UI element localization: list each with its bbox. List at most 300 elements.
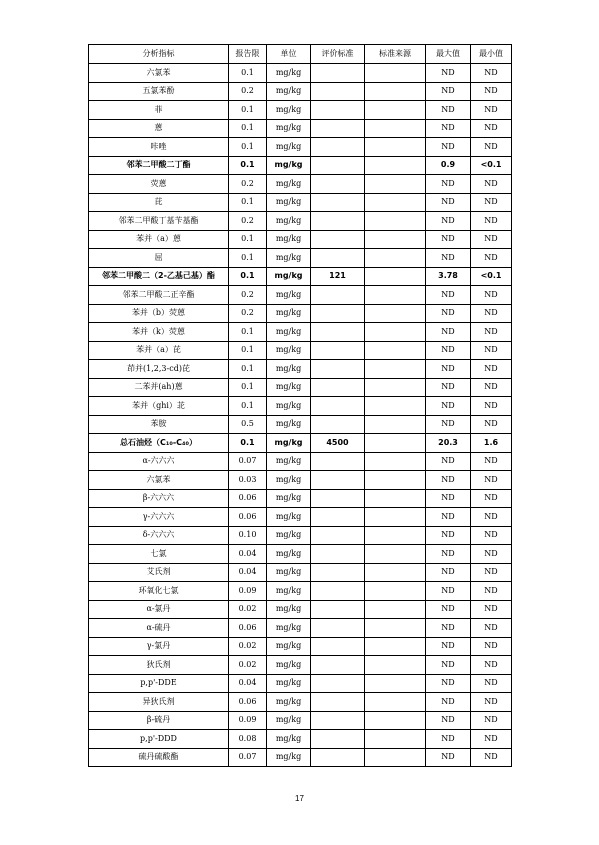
cell-min-value: ND (471, 656, 512, 675)
cell-standard-source (365, 397, 426, 416)
cell-unit: mg/kg (267, 434, 311, 453)
cell-min-value: ND (471, 193, 512, 212)
cell-min-value: ND (471, 101, 512, 120)
cell-report-limit: 0.1 (229, 119, 267, 138)
cell-report-limit: 0.06 (229, 693, 267, 712)
cell-min-value: ND (471, 341, 512, 360)
cell-unit: mg/kg (267, 286, 311, 305)
cell-standard-source (365, 545, 426, 564)
cell-standard-source (365, 138, 426, 157)
cell-max-value: 0.9 (426, 156, 471, 175)
cell-unit: mg/kg (267, 656, 311, 675)
cell-analysis-item: 芘 (89, 193, 229, 212)
cell-report-limit: 0.10 (229, 526, 267, 545)
cell-analysis-item: 五氯苯酚 (89, 82, 229, 101)
cell-evaluation-standard (311, 101, 365, 120)
table-row (89, 378, 512, 397)
cell-report-limit: 0.1 (229, 249, 267, 268)
cell-evaluation-standard (311, 341, 365, 360)
cell-max-value: ND (426, 101, 471, 120)
cell-min-value: ND (471, 471, 512, 490)
cell-report-limit: 0.07 (229, 748, 267, 767)
cell-standard-source (365, 286, 426, 305)
cell-report-limit: 0.04 (229, 674, 267, 693)
cell-report-limit: 0.02 (229, 656, 267, 675)
cell-max-value: ND (426, 119, 471, 138)
cell-unit: mg/kg (267, 230, 311, 249)
cell-min-value: <0.1 (471, 267, 512, 286)
cell-evaluation-standard (311, 600, 365, 619)
cell-min-value: ND (471, 526, 512, 545)
cell-max-value: ND (426, 397, 471, 416)
cell-analysis-item: γ-氯丹 (89, 637, 229, 656)
cell-max-value: ND (426, 730, 471, 749)
cell-evaluation-standard (311, 397, 365, 416)
cell-max-value: ND (426, 674, 471, 693)
cell-max-value: ND (426, 508, 471, 527)
header-report-limit: 报告限 (229, 45, 267, 64)
cell-report-limit: 0.2 (229, 175, 267, 194)
cell-standard-source (365, 267, 426, 286)
cell-report-limit: 0.1 (229, 156, 267, 175)
cell-evaluation-standard (311, 693, 365, 712)
cell-evaluation-standard (311, 304, 365, 323)
cell-report-limit: 0.2 (229, 212, 267, 231)
table-row (89, 193, 512, 212)
cell-max-value: ND (426, 600, 471, 619)
cell-analysis-item: 苯并（a）蒽 (89, 230, 229, 249)
cell-max-value: ND (426, 471, 471, 490)
cell-report-limit: 0.07 (229, 452, 267, 471)
cell-report-limit: 0.1 (229, 64, 267, 83)
cell-max-value: ND (426, 212, 471, 231)
cell-report-limit: 0.04 (229, 563, 267, 582)
cell-analysis-item: 邻苯二甲酸丁基苄基酯 (89, 212, 229, 231)
cell-unit: mg/kg (267, 360, 311, 379)
cell-unit: mg/kg (267, 748, 311, 767)
cell-min-value: ND (471, 415, 512, 434)
cell-max-value: ND (426, 286, 471, 305)
table-row (89, 415, 512, 434)
cell-analysis-item: 荧蒽 (89, 175, 229, 194)
cell-evaluation-standard (311, 119, 365, 138)
header-min-value: 最小值 (471, 45, 512, 64)
table-row (89, 230, 512, 249)
cell-max-value: ND (426, 415, 471, 434)
cell-evaluation-standard (311, 175, 365, 194)
cell-evaluation-standard (311, 619, 365, 638)
table-body (89, 64, 512, 767)
cell-standard-source (365, 582, 426, 601)
cell-min-value: ND (471, 175, 512, 194)
table-row (89, 360, 512, 379)
cell-analysis-item: 总石油烃（C₁₀-C₄₀） (89, 434, 229, 453)
cell-unit: mg/kg (267, 600, 311, 619)
table-row (89, 175, 512, 194)
cell-standard-source (365, 508, 426, 527)
cell-min-value: ND (471, 212, 512, 231)
cell-standard-source (365, 693, 426, 712)
cell-unit: mg/kg (267, 452, 311, 471)
cell-standard-source (365, 193, 426, 212)
cell-analysis-item: δ-六六六 (89, 526, 229, 545)
cell-report-limit: 0.1 (229, 434, 267, 453)
cell-report-limit: 0.1 (229, 138, 267, 157)
cell-evaluation-standard (311, 360, 365, 379)
cell-unit: mg/kg (267, 674, 311, 693)
table-header-row (89, 45, 512, 64)
cell-max-value: ND (426, 249, 471, 268)
cell-min-value: ND (471, 600, 512, 619)
cell-min-value: ND (471, 82, 512, 101)
table-row (89, 138, 512, 157)
cell-evaluation-standard (311, 545, 365, 564)
header-standard-source: 标准来源 (365, 45, 426, 64)
table-row (89, 545, 512, 564)
table-row (89, 323, 512, 342)
cell-min-value: ND (471, 748, 512, 767)
cell-unit: mg/kg (267, 508, 311, 527)
cell-standard-source (365, 656, 426, 675)
table-row (89, 82, 512, 101)
cell-min-value: <0.1 (471, 156, 512, 175)
cell-report-limit: 0.1 (229, 193, 267, 212)
cell-analysis-item: 硫丹硫酸酯 (89, 748, 229, 767)
cell-evaluation-standard (311, 637, 365, 656)
cell-report-limit: 0.09 (229, 582, 267, 601)
cell-evaluation-standard (311, 212, 365, 231)
cell-min-value: ND (471, 619, 512, 638)
cell-max-value: ND (426, 175, 471, 194)
cell-report-limit: 0.06 (229, 508, 267, 527)
table-row (89, 397, 512, 416)
cell-min-value: ND (471, 545, 512, 564)
cell-max-value: ND (426, 323, 471, 342)
table-row (89, 656, 512, 675)
cell-max-value: 3.78 (426, 267, 471, 286)
table-row (89, 212, 512, 231)
cell-max-value: ND (426, 637, 471, 656)
table-row (89, 249, 512, 268)
table-row (89, 600, 512, 619)
cell-report-limit: 0.1 (229, 267, 267, 286)
cell-min-value: ND (471, 323, 512, 342)
table-row (89, 563, 512, 582)
cell-evaluation-standard: 4500 (311, 434, 365, 453)
cell-report-limit: 0.2 (229, 304, 267, 323)
cell-analysis-item: 环氧化七氯 (89, 582, 229, 601)
cell-evaluation-standard (311, 415, 365, 434)
table-row (89, 526, 512, 545)
cell-unit: mg/kg (267, 563, 311, 582)
cell-evaluation-standard (311, 489, 365, 508)
cell-evaluation-standard (311, 711, 365, 730)
cell-max-value: ND (426, 582, 471, 601)
cell-standard-source (365, 711, 426, 730)
table-row (89, 508, 512, 527)
cell-max-value: 20.3 (426, 434, 471, 453)
cell-unit: mg/kg (267, 323, 311, 342)
cell-standard-source (365, 471, 426, 490)
cell-standard-source (365, 156, 426, 175)
cell-evaluation-standard (311, 193, 365, 212)
cell-analysis-item: 邻苯二甲酸二（2-乙基己基）酯 (89, 267, 229, 286)
cell-min-value: ND (471, 489, 512, 508)
cell-report-limit: 0.1 (229, 378, 267, 397)
cell-max-value: ND (426, 341, 471, 360)
cell-analysis-item: 菲 (89, 101, 229, 120)
cell-evaluation-standard (311, 64, 365, 83)
cell-analysis-item: 苯并（a）芘 (89, 341, 229, 360)
cell-analysis-item: 苯并（k）荧蒽 (89, 323, 229, 342)
cell-max-value: ND (426, 545, 471, 564)
cell-analysis-item: 七氯 (89, 545, 229, 564)
cell-analysis-item: α-氯丹 (89, 600, 229, 619)
cell-unit: mg/kg (267, 304, 311, 323)
cell-report-limit: 0.2 (229, 82, 267, 101)
cell-min-value: ND (471, 693, 512, 712)
cell-evaluation-standard (311, 138, 365, 157)
cell-evaluation-standard (311, 82, 365, 101)
cell-max-value: ND (426, 193, 471, 212)
cell-standard-source (365, 637, 426, 656)
cell-min-value: ND (471, 582, 512, 601)
cell-min-value: ND (471, 249, 512, 268)
cell-standard-source (365, 748, 426, 767)
cell-unit: mg/kg (267, 193, 311, 212)
cell-standard-source (365, 230, 426, 249)
cell-standard-source (365, 82, 426, 101)
cell-analysis-item: p,p'-DDE (89, 674, 229, 693)
cell-analysis-item: β-硫丹 (89, 711, 229, 730)
cell-unit: mg/kg (267, 526, 311, 545)
cell-standard-source (365, 434, 426, 453)
cell-min-value: ND (471, 360, 512, 379)
cell-analysis-item: 屈 (89, 249, 229, 268)
cell-max-value: ND (426, 656, 471, 675)
table-row (89, 748, 512, 767)
cell-min-value: ND (471, 378, 512, 397)
cell-max-value: ND (426, 563, 471, 582)
cell-unit: mg/kg (267, 489, 311, 508)
cell-max-value: ND (426, 138, 471, 157)
cell-analysis-item: α-六六六 (89, 452, 229, 471)
cell-evaluation-standard (311, 656, 365, 675)
cell-analysis-item: 艾氏剂 (89, 563, 229, 582)
table-row (89, 101, 512, 120)
cell-standard-source (365, 730, 426, 749)
cell-analysis-item: 六氯苯 (89, 471, 229, 490)
cell-standard-source (365, 341, 426, 360)
cell-min-value: ND (471, 64, 512, 83)
cell-evaluation-standard (311, 563, 365, 582)
cell-standard-source (365, 323, 426, 342)
cell-report-limit: 0.1 (229, 230, 267, 249)
cell-report-limit: 0.06 (229, 619, 267, 638)
cell-max-value: ND (426, 748, 471, 767)
cell-evaluation-standard (311, 730, 365, 749)
cell-max-value: ND (426, 619, 471, 638)
cell-unit: mg/kg (267, 397, 311, 416)
cell-report-limit: 0.1 (229, 341, 267, 360)
cell-unit: mg/kg (267, 267, 311, 286)
cell-max-value: ND (426, 64, 471, 83)
table-row (89, 64, 512, 83)
cell-unit: mg/kg (267, 101, 311, 120)
cell-standard-source (365, 64, 426, 83)
table-row (89, 434, 512, 453)
cell-report-limit: 0.02 (229, 600, 267, 619)
table-row (89, 156, 512, 175)
cell-max-value: ND (426, 378, 471, 397)
table-row (89, 304, 512, 323)
cell-report-limit: 0.08 (229, 730, 267, 749)
cell-standard-source (365, 378, 426, 397)
cell-standard-source (365, 249, 426, 268)
cell-standard-source (365, 619, 426, 638)
table-row (89, 619, 512, 638)
cell-min-value: ND (471, 730, 512, 749)
cell-report-limit: 0.02 (229, 637, 267, 656)
cell-analysis-item: 茚并(1,2,3-cd)芘 (89, 360, 229, 379)
cell-max-value: ND (426, 304, 471, 323)
header-evaluation-standard: 评价标准 (311, 45, 365, 64)
cell-standard-source (365, 175, 426, 194)
cell-max-value: ND (426, 489, 471, 508)
cell-standard-source (365, 600, 426, 619)
cell-unit: mg/kg (267, 415, 311, 434)
cell-unit: mg/kg (267, 582, 311, 601)
table-row (89, 693, 512, 712)
cell-max-value: ND (426, 360, 471, 379)
cell-report-limit: 0.06 (229, 489, 267, 508)
cell-analysis-item: 邻苯二甲酸二正辛酯 (89, 286, 229, 305)
cell-standard-source (365, 360, 426, 379)
page-number: 17 (295, 794, 304, 803)
cell-unit: mg/kg (267, 212, 311, 231)
cell-analysis-item: γ-六六六 (89, 508, 229, 527)
cell-min-value: ND (471, 286, 512, 305)
header-analysis-item: 分析指标 (89, 45, 229, 64)
cell-unit: mg/kg (267, 156, 311, 175)
cell-standard-source (365, 489, 426, 508)
cell-min-value: ND (471, 563, 512, 582)
cell-max-value: ND (426, 452, 471, 471)
cell-unit: mg/kg (267, 730, 311, 749)
cell-unit: mg/kg (267, 249, 311, 268)
cell-analysis-item: p,p'-DDD (89, 730, 229, 749)
cell-min-value: ND (471, 304, 512, 323)
cell-min-value: ND (471, 397, 512, 416)
cell-report-limit: 0.09 (229, 711, 267, 730)
table-row (89, 471, 512, 490)
cell-standard-source (365, 563, 426, 582)
cell-unit: mg/kg (267, 138, 311, 157)
cell-analysis-item: 邻苯二甲酸二丁酯 (89, 156, 229, 175)
analysis-results-table (88, 44, 512, 767)
table-row (89, 119, 512, 138)
cell-unit: mg/kg (267, 64, 311, 83)
cell-min-value: 1.6 (471, 434, 512, 453)
cell-unit: mg/kg (267, 545, 311, 564)
cell-report-limit: 0.1 (229, 397, 267, 416)
cell-standard-source (365, 415, 426, 434)
cell-max-value: ND (426, 711, 471, 730)
cell-unit: mg/kg (267, 711, 311, 730)
table-row (89, 711, 512, 730)
cell-min-value: ND (471, 230, 512, 249)
cell-analysis-item: 异狄氏剂 (89, 693, 229, 712)
cell-report-limit: 0.1 (229, 323, 267, 342)
table-row (89, 286, 512, 305)
cell-evaluation-standard (311, 582, 365, 601)
cell-unit: mg/kg (267, 119, 311, 138)
cell-report-limit: 0.04 (229, 545, 267, 564)
cell-analysis-item: 苯并（b）荧蒽 (89, 304, 229, 323)
cell-analysis-item: 苯胺 (89, 415, 229, 434)
cell-unit: mg/kg (267, 341, 311, 360)
cell-min-value: ND (471, 119, 512, 138)
cell-analysis-item: β-六六六 (89, 489, 229, 508)
cell-min-value: ND (471, 452, 512, 471)
cell-analysis-item: 六氯苯 (89, 64, 229, 83)
cell-max-value: ND (426, 230, 471, 249)
cell-report-limit: 0.1 (229, 360, 267, 379)
table-row (89, 730, 512, 749)
cell-evaluation-standard (311, 748, 365, 767)
cell-unit: mg/kg (267, 637, 311, 656)
cell-evaluation-standard (311, 249, 365, 268)
cell-min-value: ND (471, 711, 512, 730)
cell-analysis-item: 蒽 (89, 119, 229, 138)
cell-evaluation-standard (311, 286, 365, 305)
cell-max-value: ND (426, 693, 471, 712)
cell-unit: mg/kg (267, 175, 311, 194)
table-row (89, 267, 512, 286)
cell-standard-source (365, 304, 426, 323)
cell-unit: mg/kg (267, 619, 311, 638)
table-row (89, 674, 512, 693)
cell-evaluation-standard (311, 452, 365, 471)
cell-evaluation-standard (311, 156, 365, 175)
table-row (89, 341, 512, 360)
cell-standard-source (365, 452, 426, 471)
cell-standard-source (365, 212, 426, 231)
cell-analysis-item: 苯并（ghi）苝 (89, 397, 229, 416)
cell-min-value: ND (471, 138, 512, 157)
cell-unit: mg/kg (267, 693, 311, 712)
cell-min-value: ND (471, 637, 512, 656)
cell-evaluation-standard (311, 323, 365, 342)
cell-analysis-item: α-硫丹 (89, 619, 229, 638)
cell-unit: mg/kg (267, 82, 311, 101)
cell-max-value: ND (426, 82, 471, 101)
cell-evaluation-standard (311, 230, 365, 249)
cell-analysis-item: 狄氏剂 (89, 656, 229, 675)
cell-unit: mg/kg (267, 471, 311, 490)
cell-standard-source (365, 674, 426, 693)
cell-min-value: ND (471, 508, 512, 527)
cell-standard-source (365, 101, 426, 120)
header-max-value: 最大值 (426, 45, 471, 64)
table-row (89, 637, 512, 656)
cell-evaluation-standard (311, 508, 365, 527)
cell-standard-source (365, 119, 426, 138)
cell-standard-source (365, 526, 426, 545)
cell-max-value: ND (426, 526, 471, 545)
cell-evaluation-standard (311, 471, 365, 490)
cell-min-value: ND (471, 674, 512, 693)
